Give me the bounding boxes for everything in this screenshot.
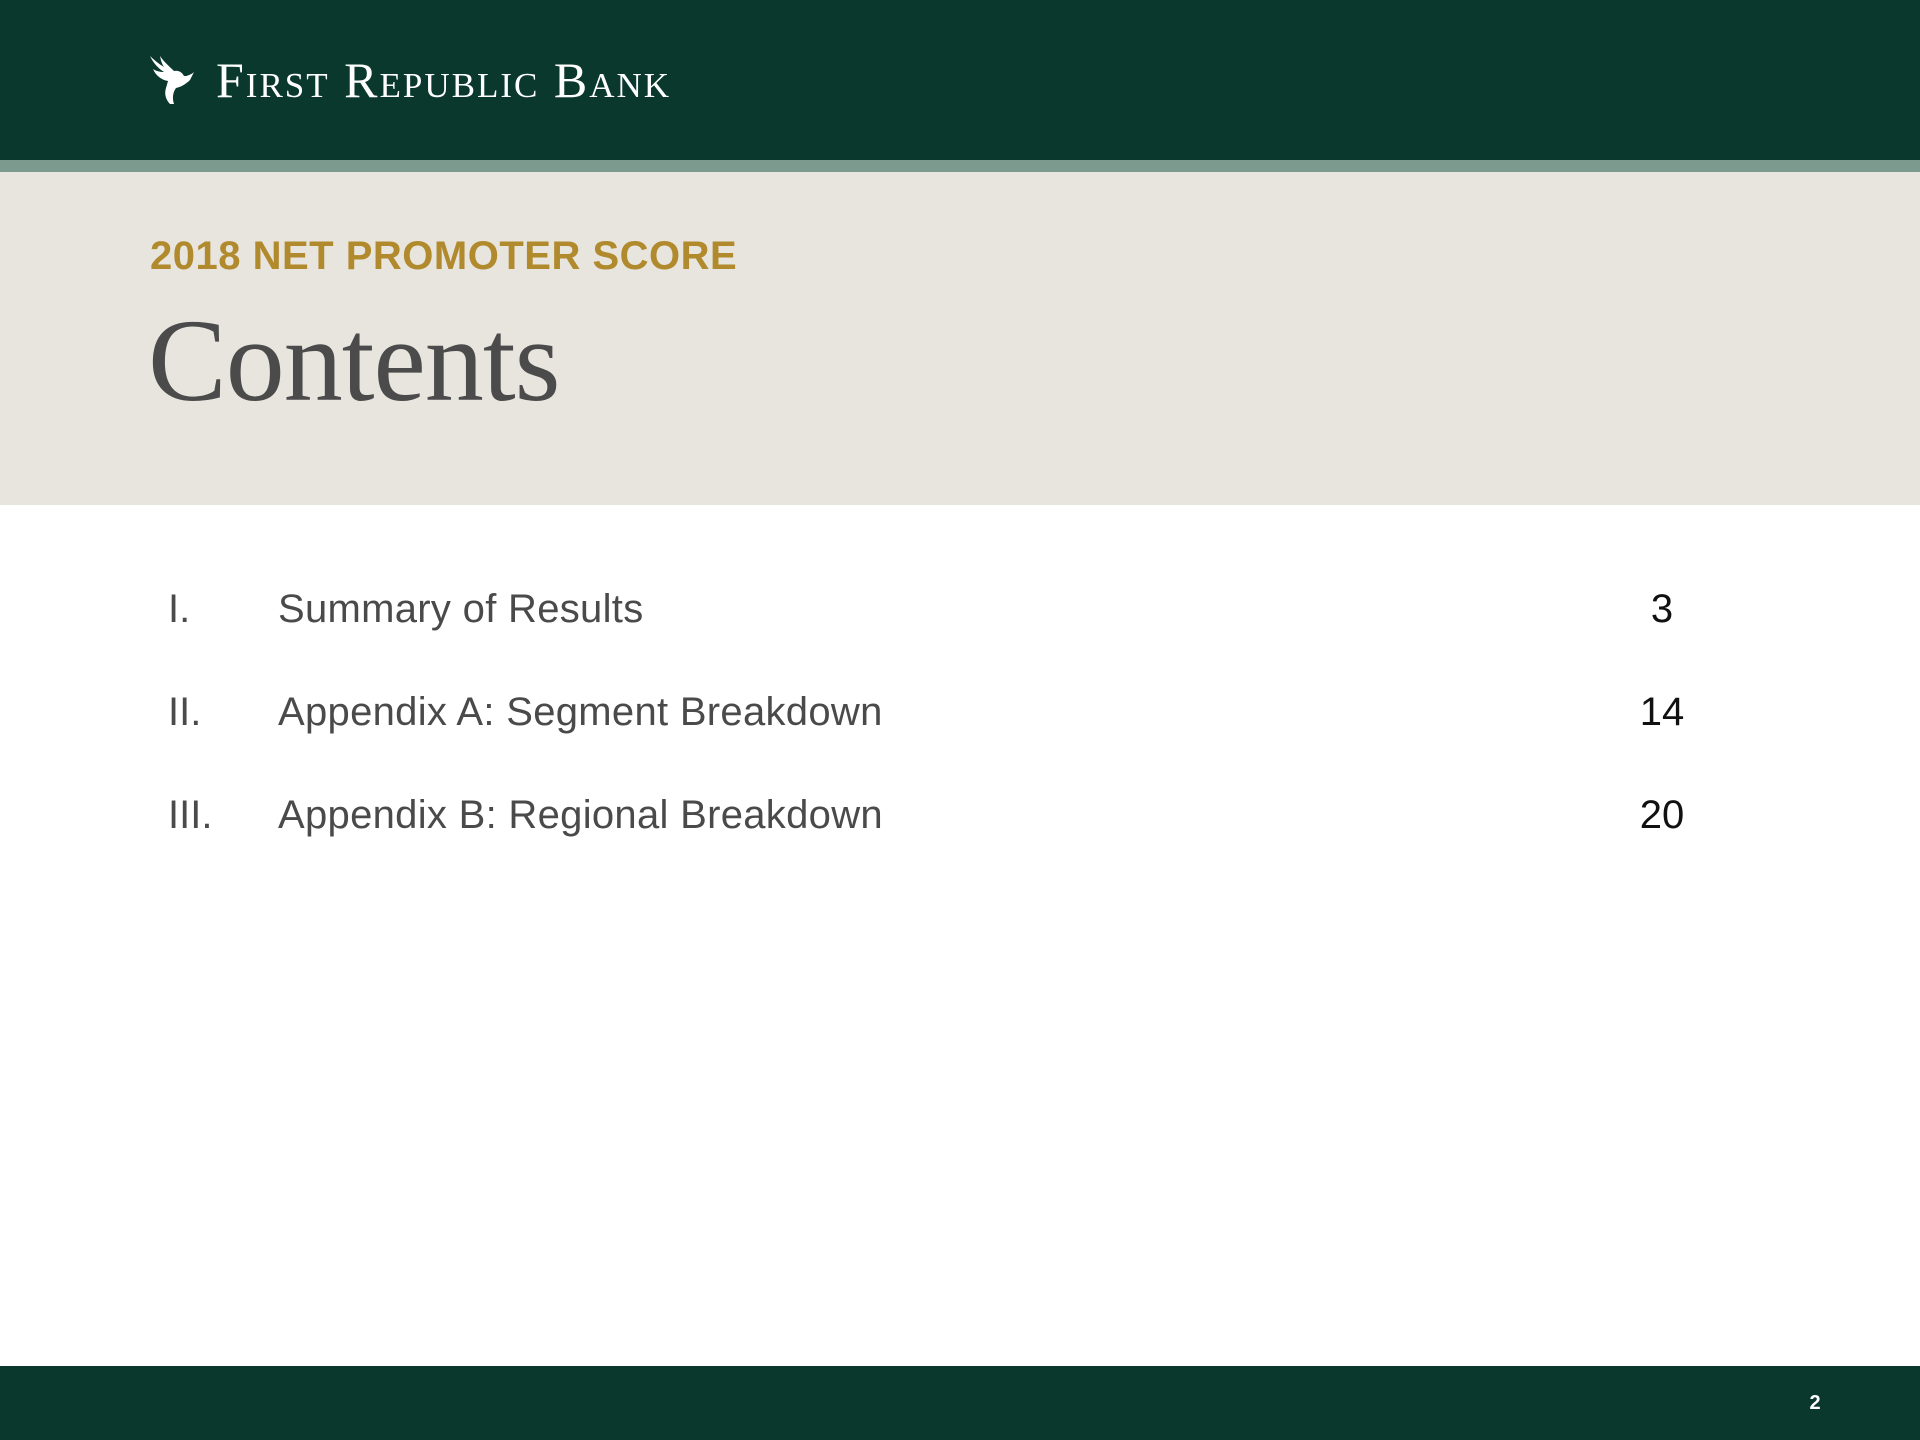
toc-item-label: Appendix A: Segment Breakdown [278, 690, 883, 734]
toc-item[interactable] [0, 687, 1920, 737]
section-kicker: 2018 NET PROMOTER SCORE [150, 234, 738, 278]
toc-item-page: 3 [1650, 587, 1674, 631]
toc-item-label: Appendix B: Regional Breakdown [278, 793, 883, 837]
brand-name: First Republic Bank [216, 52, 672, 108]
toc-item-page: 20 [1639, 793, 1685, 837]
toc-item-number: II. [168, 690, 202, 734]
toc-item[interactable] [0, 790, 1920, 840]
eagle-icon [148, 54, 196, 106]
toc-item[interactable] [0, 584, 1920, 634]
page-title: Contents [148, 295, 560, 426]
toc-item-page: 14 [1639, 690, 1685, 734]
toc-item-label: Summary of Results [278, 587, 644, 631]
toc-item-number: I. [168, 587, 191, 631]
brand-logo [148, 50, 671, 110]
footer-bar [0, 1366, 1920, 1440]
toc-item-number: III. [168, 793, 213, 837]
page-number: 2 [1809, 1392, 1821, 1414]
header-stripe [0, 160, 1920, 172]
